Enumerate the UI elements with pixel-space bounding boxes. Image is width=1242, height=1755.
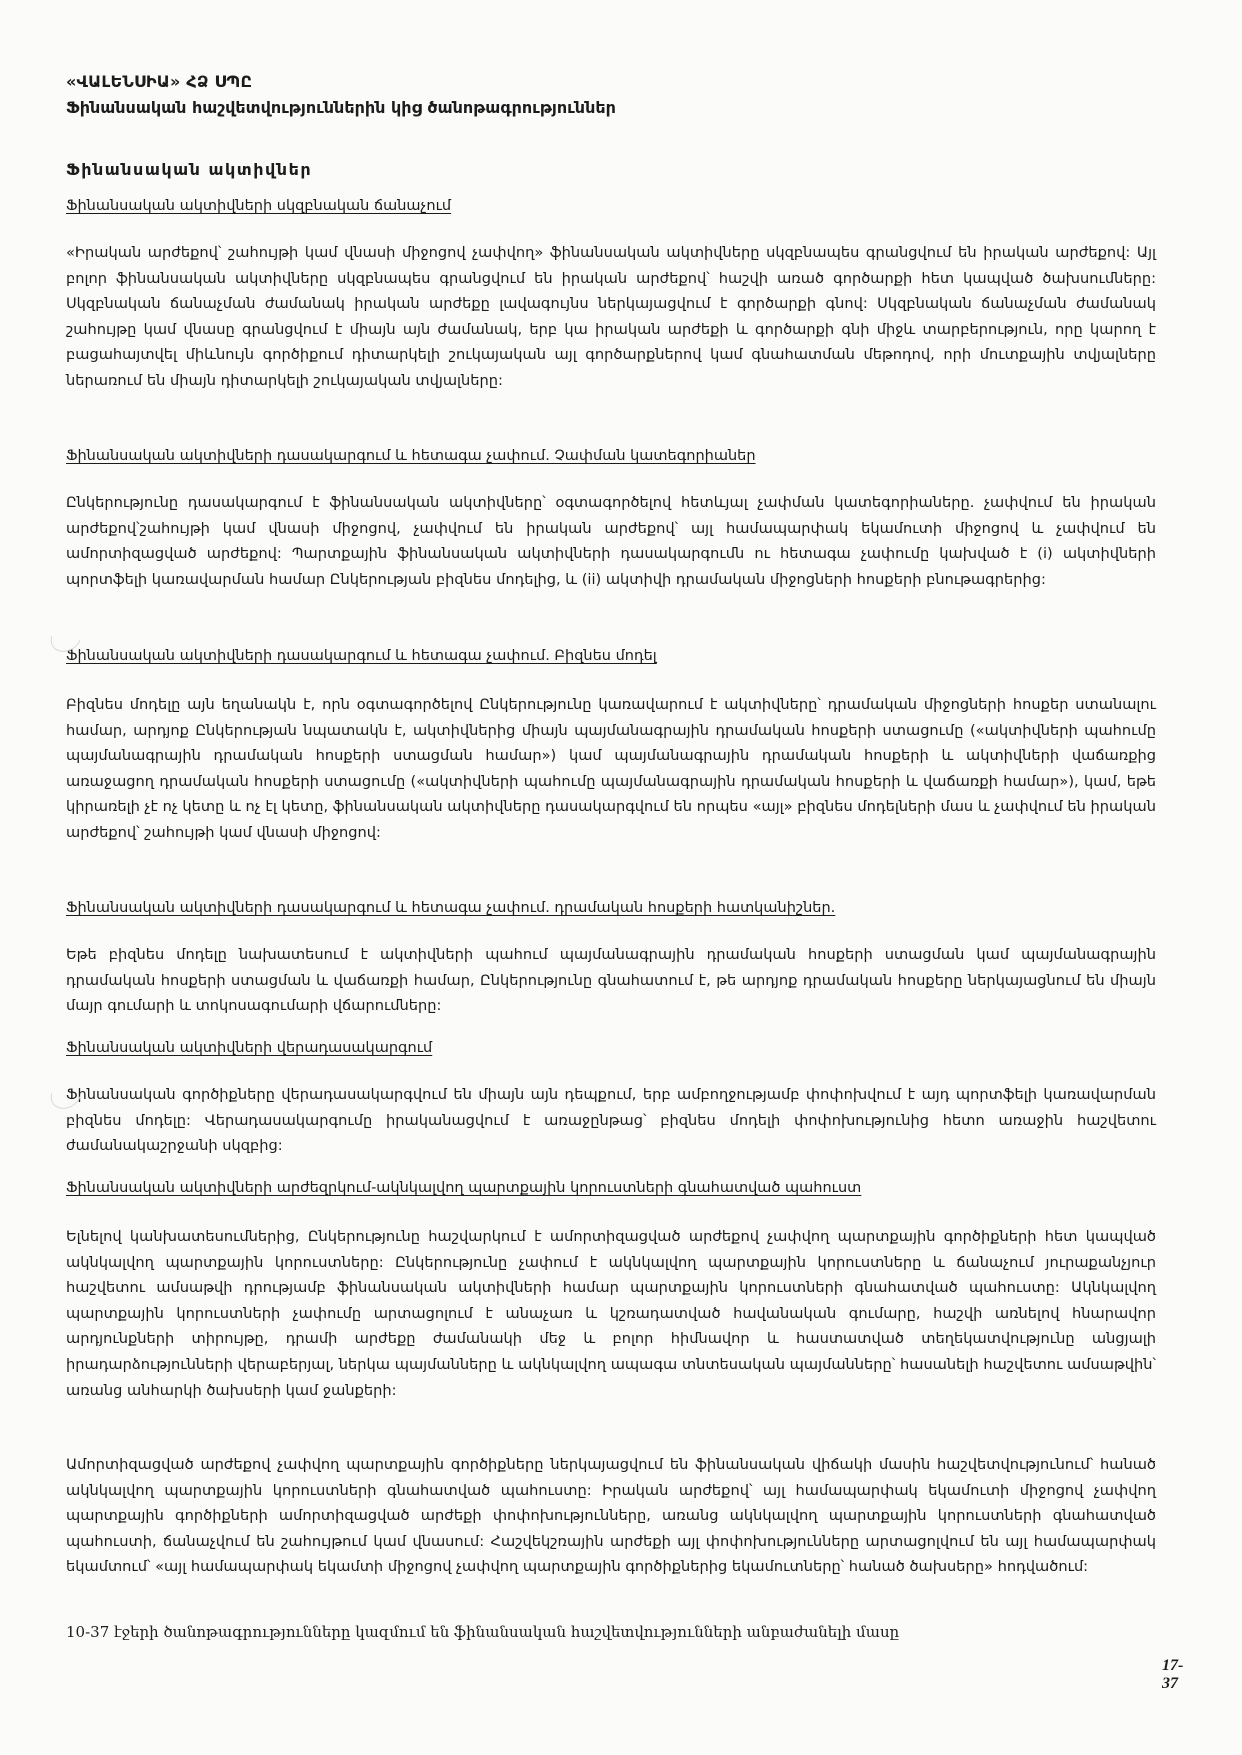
subsection-heading-business-model: Ֆինանսական ակտիվների դասակարգում և հետագա չափում. Բիզնես մոդել bbox=[66, 648, 657, 664]
footer-note: 10-37 էջերի ծանոթագրությունները կազմում են ֆինանսական հաշվետվությունների անբաժանելի մասը bbox=[66, 1623, 900, 1641]
subsection-heading-cash-flow-characteristics: Ֆինանսական ակտիվների դասակարգում և հետագա չափում. դրամական հոսքերի հատկանիշներ. bbox=[66, 900, 836, 916]
paragraph-initial-recognition: «Իրական արժեքով՝ շահույթի կամ վնասի միջոցով չափվող» ֆինանսական ակտիվները սկզբնապես գրանցվում են իրական արժեքով: Այլ բոլոր ֆինանսական ակտիվները սկզբնապես գրանցվում են իրական արժեքով՝ հաշվի առած գործարքի հետ կապված ծախսումները: Սկզբնական ճանաչման ժամանակ իրական արժեքը լավագույնս ներկայացվում է գործարքի գնով: Սկզբնական ճանաչման ժամանակ շահույթը կամ վնասը գրանցվում է միայն այն ժամանակ, երբ կա իրական արժեքի և գործարքի գնի միջև տարբերություն, որը կարող է բացահայտվել միևնույն գործիքում դիտարկելի շուկայական այլ գործարքներով կամ գնահատման մեթոդով, որի մուտքային տվյալները ներառում են միայն դիտարկելի շուկայական տվյալները: bbox=[66, 244, 1156, 389]
subsection-heading-impairment: Ֆինանսական ակտիվների արժեզրկում-ակնկալվող պարտքային կորուստների գնահատված պահուստ bbox=[66, 1180, 862, 1196]
subsection-heading-reclassification: Ֆինանսական ակտիվների վերադասակարգում bbox=[66, 1040, 433, 1056]
paragraph-business-model: Բիզնես մոդելը այն եղանակն է, որն օգտագործելով Ընկերությունը կառավարում է ակտիվները՝ դրամական միջոցների հոսքեր ստանալու համար, արդյոք Ընկերության նպատակն է, ակտիվներից միայն պայմանագրային դրամական հոսքերի ստացումը («ակտիվների պահումը պայմանագրային դրամական հոսքերի ստացման համար») կամ պայմանագրային դրամական հոսքերի և ակտիվների վաճառքից առաջացող դրամական հոսքերի ստացումը («ակտիվների պահումը պայմանագրային դրամական հոսքերի և վաճառքի համար»), կամ, եթե կիրառելի չէ ոչ կետը և ոչ էլ կետը, ֆինանսական ակտիվները դասակարգվում են որպես «այլ» բիզնես մոդելների մաս և չափվում են իրական արժեքով՝ շահույթի կամ վնասի միջոցով: bbox=[66, 696, 1156, 841]
subsection-heading-measurement-categories: Ֆինանսական ակտիվների դասակարգում և հետագա չափում. Չափման կատեգորիաներ bbox=[66, 448, 756, 464]
paragraph-reclassification: Ֆինանսական գործիքները վերադասակարգվում են միայն այն դեպքում, երբ ամբողջությամբ փոփոխվում է այդ պորտֆելի կառավարման բիզնես մոդելը: Վերադասակարգումը իրականացվում է առաջընթաց՝ բիզնես մոդելի փոփոխությունից հետո առաջին հաշվետու ժամանակաշրջանի սկզբից: bbox=[66, 1086, 1156, 1155]
company-name: «ՎԱԼԵՆՍԻԱ» ՀՁ ՍՊԸ bbox=[66, 72, 253, 91]
document-title: Ֆինանսական հաշվետվություններին կից ծանոթագրություններ bbox=[66, 98, 616, 117]
subsection-heading-initial-recognition: Ֆինանսական ակտիվների սկզբնական ճանաչում bbox=[66, 198, 452, 214]
section-title: Ֆինանսական ակտիվներ bbox=[66, 160, 313, 179]
paragraph-impairment-2: Ամորտիզացված արժեքով չափվող պարտքային գործիքները ներկայացվում են ֆինանսական վիճակի մասին հաշվետվությունում՝ հանած ակնկալվող պարտքային կորուստների գնահատված պահուստը: Իրական արժեքով՝ այլ համապարփակ եկամուտի միջոցով չափվող պարտքային գործիքների ամորտիզացված արժեքի փոփոխությունները, առանց ակնկալվող պարտքային կորուստների գնահատված պահուստի, ճանաչվում են շահույթում կամ վնասում: Հաշվեկշռային արժեքի այլ փոփոխությունները արտացոլվում են այլ համապարփակ եկամտում՝ «այլ համապարփակ եկամտի միջոցով չափվող պարտքային գործիքներից եկամուտները՝ հանած ծախսերը» հոդվածում: bbox=[66, 1456, 1156, 1576]
paragraph-measurement-categories: Ընկերությունը դասակարգում է ֆինանսական ակտիվները՝ օգտագործելով հետևյալ չափման կատեգորիաները. չափվում են իրական արժեքով՝շահույթի կամ վնասի միջոցով, չափվում են իրական արժեքով՝ այլ համապարփակ եկամուտի միջոցով և չափվում են ամորտիզացված արժեքով: Պարտքային ֆինանսական ակտիվների դասակարգումն ու հետագա չափումը կախված է (i) ակտիվների պորտֆելի կառավարման համար Ընկերության բիզնես մոդելից, և (ii) ակտիվի դրամական միջոցների հոսքերի բնութագրերից: bbox=[66, 494, 1156, 588]
paragraph-impairment-1: Ելնելով կանխատեսումներից, Ընկերությունը հաշվարկում է ամորտիզացված արժեքով չափվող պարտքային գործիքների հետ կապված ակնկալվող պարտքային կորուստները: Ընկերությունը չափում է ակնկալվող պարտքային կորուստները և ճանաչում յուրաքանչյուր հաշվետու ամսաթվի դրությամբ ֆինանսական ակտիվների համար պարտքային կորուստների գնահատված պահուստը: Ակնկալվող պարտքային կորուստների չափումը արտացոլում է անաչառ և կշռադատված հավանական գումարը, հաշվի առնելով հնարավոր արդյունքների տիրույթը, դրամի արժեքը ժամանակի մեջ և բոլոր հիմնավոր և հաստատված տեղեկատվությունը անցյալի իրադարձությունների վերաբերյալ, ներկա պայմանները և ակնկալվող ապագա տնտեսական պայմանները՝ հասանելի հաշվետու ամսաթվին՝ առանց անհարկի ծախսերի կամ ջանքերի: bbox=[66, 1228, 1156, 1399]
paragraph-cash-flow-characteristics: Եթե բիզնես մոդելը նախատեսում է ակտիվների պահում պայմանագրային դրամական հոսքերի ստացման կամ պայմանագրային դրամական հոսքերի ստացման և վաճառքի համար, Ընկերությունը գնահատում է, թե արդյոք դրամական հոսքերը ներկայացնում են միայն մայր գումարի և տոկոսագումարի վճարումները: bbox=[66, 946, 1156, 1015]
page-number: 17- 37 bbox=[1162, 1657, 1184, 1692]
